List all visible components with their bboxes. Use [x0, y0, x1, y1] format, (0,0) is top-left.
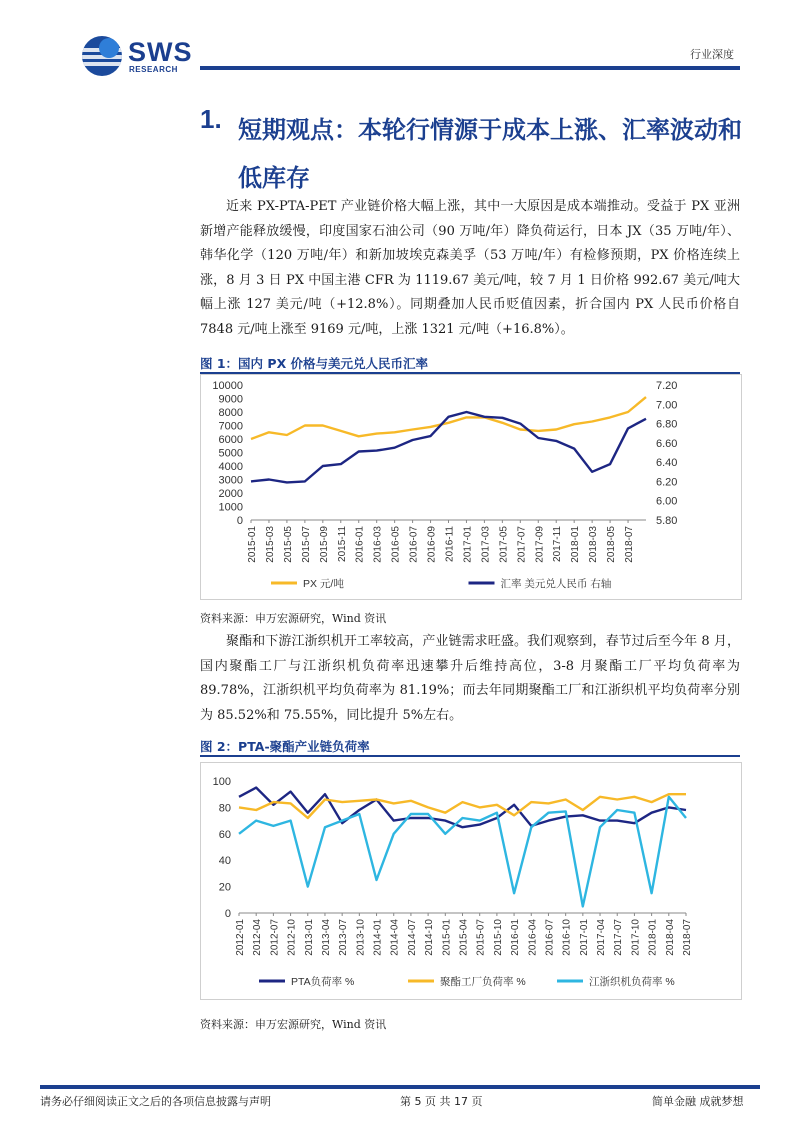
x-tick-label: 2018-07: [624, 526, 636, 563]
footer-disclaimer: 请务必仔细阅读正文之后的各项信息披露与声明: [40, 1095, 271, 1108]
x-tick-label: 2015-03: [264, 526, 276, 563]
y2-tick-label: 6.00: [656, 495, 678, 508]
x-tick-label: 2014-10: [424, 919, 436, 956]
x-tick-label: 2016-05: [390, 526, 402, 563]
y-tick-label: 80: [218, 802, 231, 815]
x-tick-label: 2012-10: [286, 919, 298, 956]
logo-globe-icon: [82, 36, 122, 76]
figure-2-rule: [200, 755, 740, 757]
sws-logo: [82, 36, 212, 76]
x-tick-label: 2013-01: [303, 919, 315, 956]
figure-1-source: 资料来源：申万宏源研究，Wind 资讯: [200, 612, 387, 625]
x-tick-label: 2016-04: [527, 919, 539, 956]
footer-page-number: 第 5 页 共 17 页: [400, 1095, 483, 1108]
y-tick-label: 100: [212, 776, 231, 788]
x-tick-label: 2015-11: [336, 526, 348, 562]
legend-label: PTA负荷率 %: [291, 976, 355, 988]
x-tick-label: 2013-10: [355, 919, 367, 956]
x-tick-label: 2015-09: [318, 526, 330, 563]
y2-tick-label: 5.80: [656, 515, 678, 527]
x-tick-label: 2013-04: [320, 919, 332, 956]
y-tick-label: 7000: [218, 420, 243, 433]
y-tick-label: 10000: [212, 380, 243, 392]
y-tick-label: 0: [236, 515, 243, 527]
x-tick-label: 2017-11: [552, 526, 564, 562]
y-tick-label: 6000: [218, 434, 243, 446]
body-paragraph-1: [200, 195, 740, 342]
logo-text: SWS: [128, 37, 193, 67]
legend-label: 聚酯工厂负荷率 %: [440, 976, 526, 988]
report-type-label: 行业深度: [690, 48, 734, 61]
series-line-1: [239, 788, 686, 828]
figure-2-source: 资料来源：申万宏源研究，Wind 资讯: [200, 1018, 387, 1031]
x-tick-label: 2018-04: [664, 919, 676, 956]
x-tick-label: 2015-04: [458, 919, 470, 956]
x-tick-label: 2015-05: [282, 526, 294, 563]
y2-tick-label: 6.80: [656, 418, 678, 431]
y-tick-label: 0: [224, 908, 231, 920]
x-tick-label: 2018-01: [647, 919, 659, 956]
x-tick-label: 2016-09: [426, 526, 438, 563]
y2-tick-label: 7.00: [656, 399, 678, 412]
x-tick-label: 2017-01: [578, 919, 590, 956]
figure-1-title: 图 1：国内 PX 价格与美元兑人民币汇率: [200, 356, 429, 371]
x-tick-label: 2018-05: [606, 526, 618, 563]
x-tick-label: 2016-10: [561, 919, 573, 956]
x-tick-label: 2014-01: [372, 919, 384, 956]
x-tick-label: 2016-01: [354, 526, 366, 563]
figure-1-chart: [200, 374, 742, 600]
y2-tick-label: 7.20: [656, 380, 678, 392]
y2-tick-label: 6.60: [656, 437, 678, 450]
body-paragraph-2: [200, 630, 740, 728]
x-tick-label: 2015-10: [492, 919, 504, 956]
y-tick-label: 9000: [218, 393, 243, 406]
x-tick-label: 2014-07: [406, 919, 418, 956]
x-tick-label: 2017-10: [630, 919, 642, 956]
x-tick-label: 2017-07: [613, 919, 625, 956]
x-tick-label: 2016-03: [372, 526, 384, 563]
paragraph-text: 近来 PX-PTA-PET 产业链价格大幅上涨，其中一大原因是成本端推动。受益于 PX 亚洲新增产能释放缓慢，印度国家石油公司（90 万吨/年）降负荷运行，日本 JX（35 万吨/年）、韩华化学（120 万吨/年）和新加坡埃克森美孚（53 万吨/年）有检修预期，PX 价格连续上涨，8 月 3 日 PX 中国主港 CFR 为 1119.67 美元/吨，较 7 月 1 日价格 992.67 美元/吨大幅上涨 127 美元/吨（+12.8%）。同期叠加人民币贬值因素，折合国内 PX 人民币价格自 7848 元/吨上涨至 9169 元/吨，上涨 1321 元/吨（+16.8%）。: [200, 199, 740, 337]
footer-divider: [40, 1085, 760, 1089]
load-rate-chart: [201, 763, 741, 999]
y2-tick-label: 6.20: [656, 476, 678, 489]
x-tick-label: 2015-01: [441, 919, 453, 956]
y2-tick-label: 6.40: [656, 457, 678, 470]
section-number: 1.: [200, 104, 222, 134]
x-tick-label: 2018-03: [588, 526, 600, 563]
x-tick-label: 2016-07: [544, 919, 556, 956]
x-tick-label: 2015-01: [247, 526, 258, 563]
logo-subtext: RESEARCH: [129, 65, 178, 74]
x-tick-label: 2014-04: [389, 919, 401, 956]
legend-label: 江浙织机负荷率 %: [589, 976, 675, 988]
figure-2-title: 图 2：PTA-聚酯产业链负荷率: [200, 739, 370, 754]
paragraph-text: 聚酯和下游江浙织机开工率较高，产业链需求旺盛。我们观察到，春节过后至今年 8 月，国内聚酯工厂与江浙织机负荷率迅速攀升后维持高位，3-8 月聚酯工厂平均负荷率为 89.78%，江浙织机平均负荷率为 81.19%；而去年同期聚酯工厂和江浙织机平均负荷率分别为 85.52%和 75.55%，同比提升 5%左右。: [200, 634, 740, 723]
px-price-exchange-chart: [201, 375, 741, 599]
y-tick-label: 2000: [218, 488, 243, 500]
legend-label: 汇率 美元兑人民币 右轴: [500, 578, 612, 590]
x-tick-label: 2012-07: [269, 919, 281, 956]
y-tick-label: 20: [218, 881, 231, 894]
y-tick-label: 60: [218, 828, 231, 841]
x-tick-label: 2016-11: [444, 526, 456, 562]
legend-label: PX 元/吨: [303, 578, 344, 590]
x-tick-label: 2013-07: [338, 919, 350, 956]
x-tick-label: 2016-01: [510, 919, 522, 956]
header-divider: [200, 66, 740, 70]
x-tick-label: 2015-07: [475, 919, 487, 956]
y-tick-label: 1000: [218, 501, 243, 514]
series-line-2: [239, 794, 686, 818]
y-tick-label: 4000: [218, 461, 243, 473]
x-tick-label: 2017-09: [534, 526, 546, 563]
footer-slogan: 简单金融 成就梦想: [652, 1095, 744, 1108]
x-tick-label: 2018-01: [570, 526, 582, 563]
x-tick-label: 2017-07: [516, 526, 528, 563]
section-title: 短期观点：本轮行情源于成本上涨、汇率波动和低库存: [238, 116, 742, 192]
x-tick-label: 2017-03: [480, 526, 492, 563]
x-tick-label: 2017-04: [596, 919, 608, 956]
y-tick-label: 8000: [218, 407, 243, 419]
x-tick-label: 2017-01: [462, 526, 474, 563]
x-tick-label: 2017-05: [498, 526, 510, 563]
y-tick-label: 3000: [218, 474, 243, 487]
y-tick-label: 40: [218, 855, 231, 868]
figure-2-chart: [200, 762, 742, 1000]
x-tick-label: 2018-07: [682, 919, 693, 956]
x-tick-label: 2012-04: [252, 919, 264, 956]
x-tick-label: 2016-07: [408, 526, 420, 563]
x-tick-label: 2015-07: [300, 526, 312, 563]
x-tick-label: 2012-01: [235, 919, 246, 956]
y-tick-label: 5000: [218, 447, 243, 460]
series-line-3: [239, 797, 686, 907]
